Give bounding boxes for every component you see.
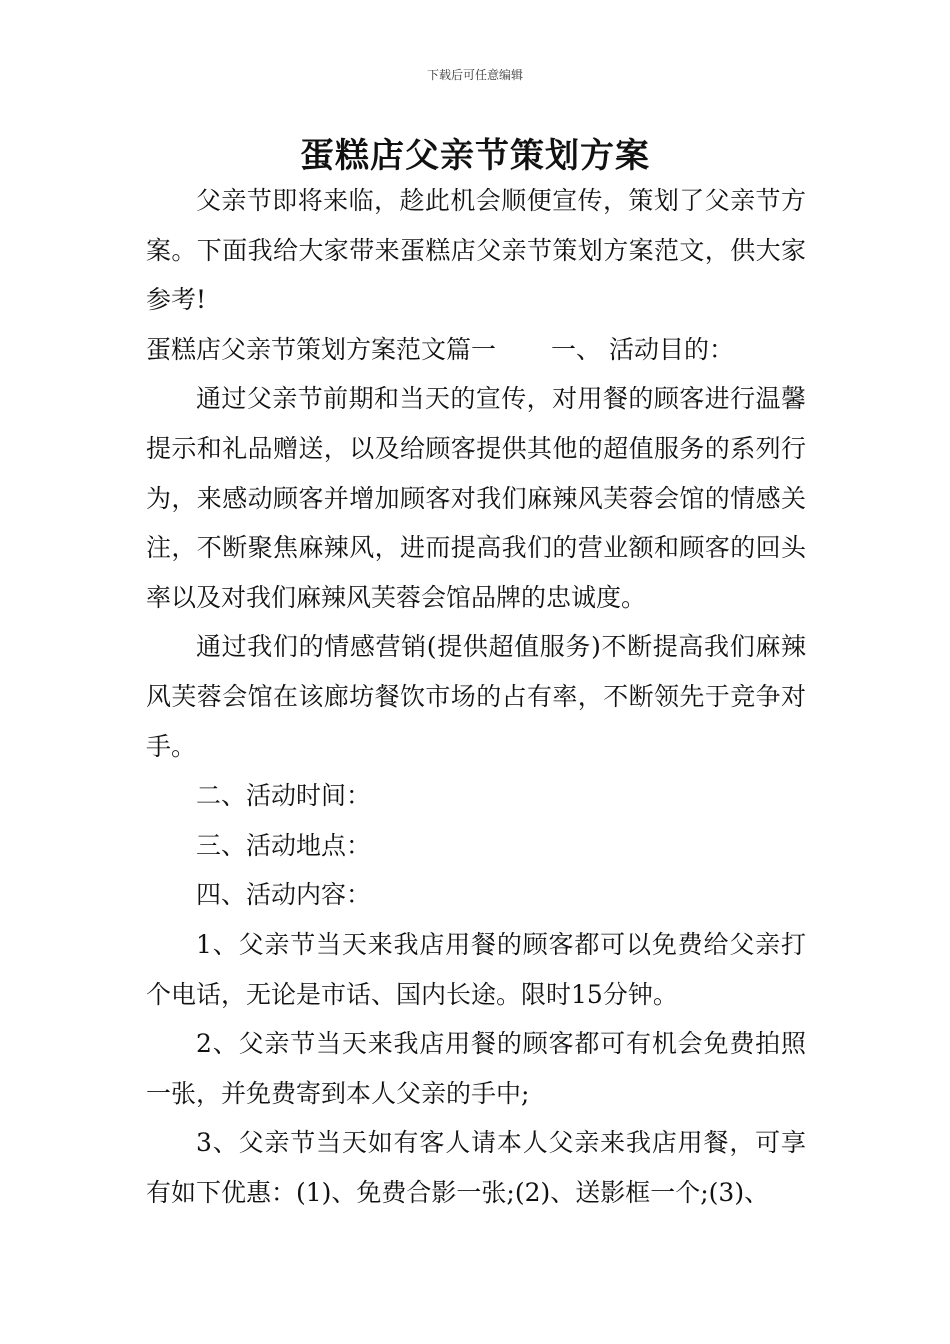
place-heading: 三、活动地点： (196, 830, 372, 860)
intro-paragraph: 父亲节即将来临，趁此机会顺便宣传，策划了父亲节方案。下面我给大家带来蛋糕店父亲节策划方案范文，供大家参考! (146, 186, 806, 315)
time-heading: 二、活动时间： (196, 781, 372, 811)
section-title: 蛋糕店父亲节策划方案范文篇一 (146, 334, 497, 364)
document-title: 蛋糕店父亲节策划方案 (300, 136, 650, 176)
content-item-1: 1、父亲节当天来我店用餐的顾客都可以免费给父亲打个电话，无论是市话、国内长途。限时15分钟。 (146, 929, 806, 1009)
section-heading-line (146, 325, 806, 375)
content-item-3: 3、父亲节当天如有客人请本人父亲来我店用餐，可享有如下优惠：(1)、免费合影一张;(2)、送影框一个;(3)、 (146, 1128, 806, 1207)
content-heading: 四、活动内容： (196, 880, 372, 910)
purpose-paragraph-1: 通过父亲节前期和当天的宣传，对用餐的顾客进行温馨提示和礼品赠送，以及给顾客提供其他的超值服务的系列行为，来感动顾客并增加顾客对我们麻辣风芙蓉会馆的情感关注，不断聚焦麻辣风，进而提高我们的营业额和顾客的回头率以及对我们麻辣风芙蓉会馆品牌的忠诚度。 (146, 384, 806, 612)
content-item-2: 2、父亲节当天来我店用餐的顾客都可有机会免费拍照一张，并免费寄到本人父亲的手中; (146, 1029, 806, 1108)
header-note: 下载后可任意编辑 (426, 68, 523, 82)
document-body (146, 176, 806, 1217)
purpose-heading: 一、 活动目的： (551, 334, 734, 364)
purpose-paragraph-2: 通过我们的情感营销(提供超值服务)不断提高我们麻辣风芙蓉会馆在该廊坊餐饮市场的占有率，不断领先于竞争对手。 (146, 632, 806, 761)
